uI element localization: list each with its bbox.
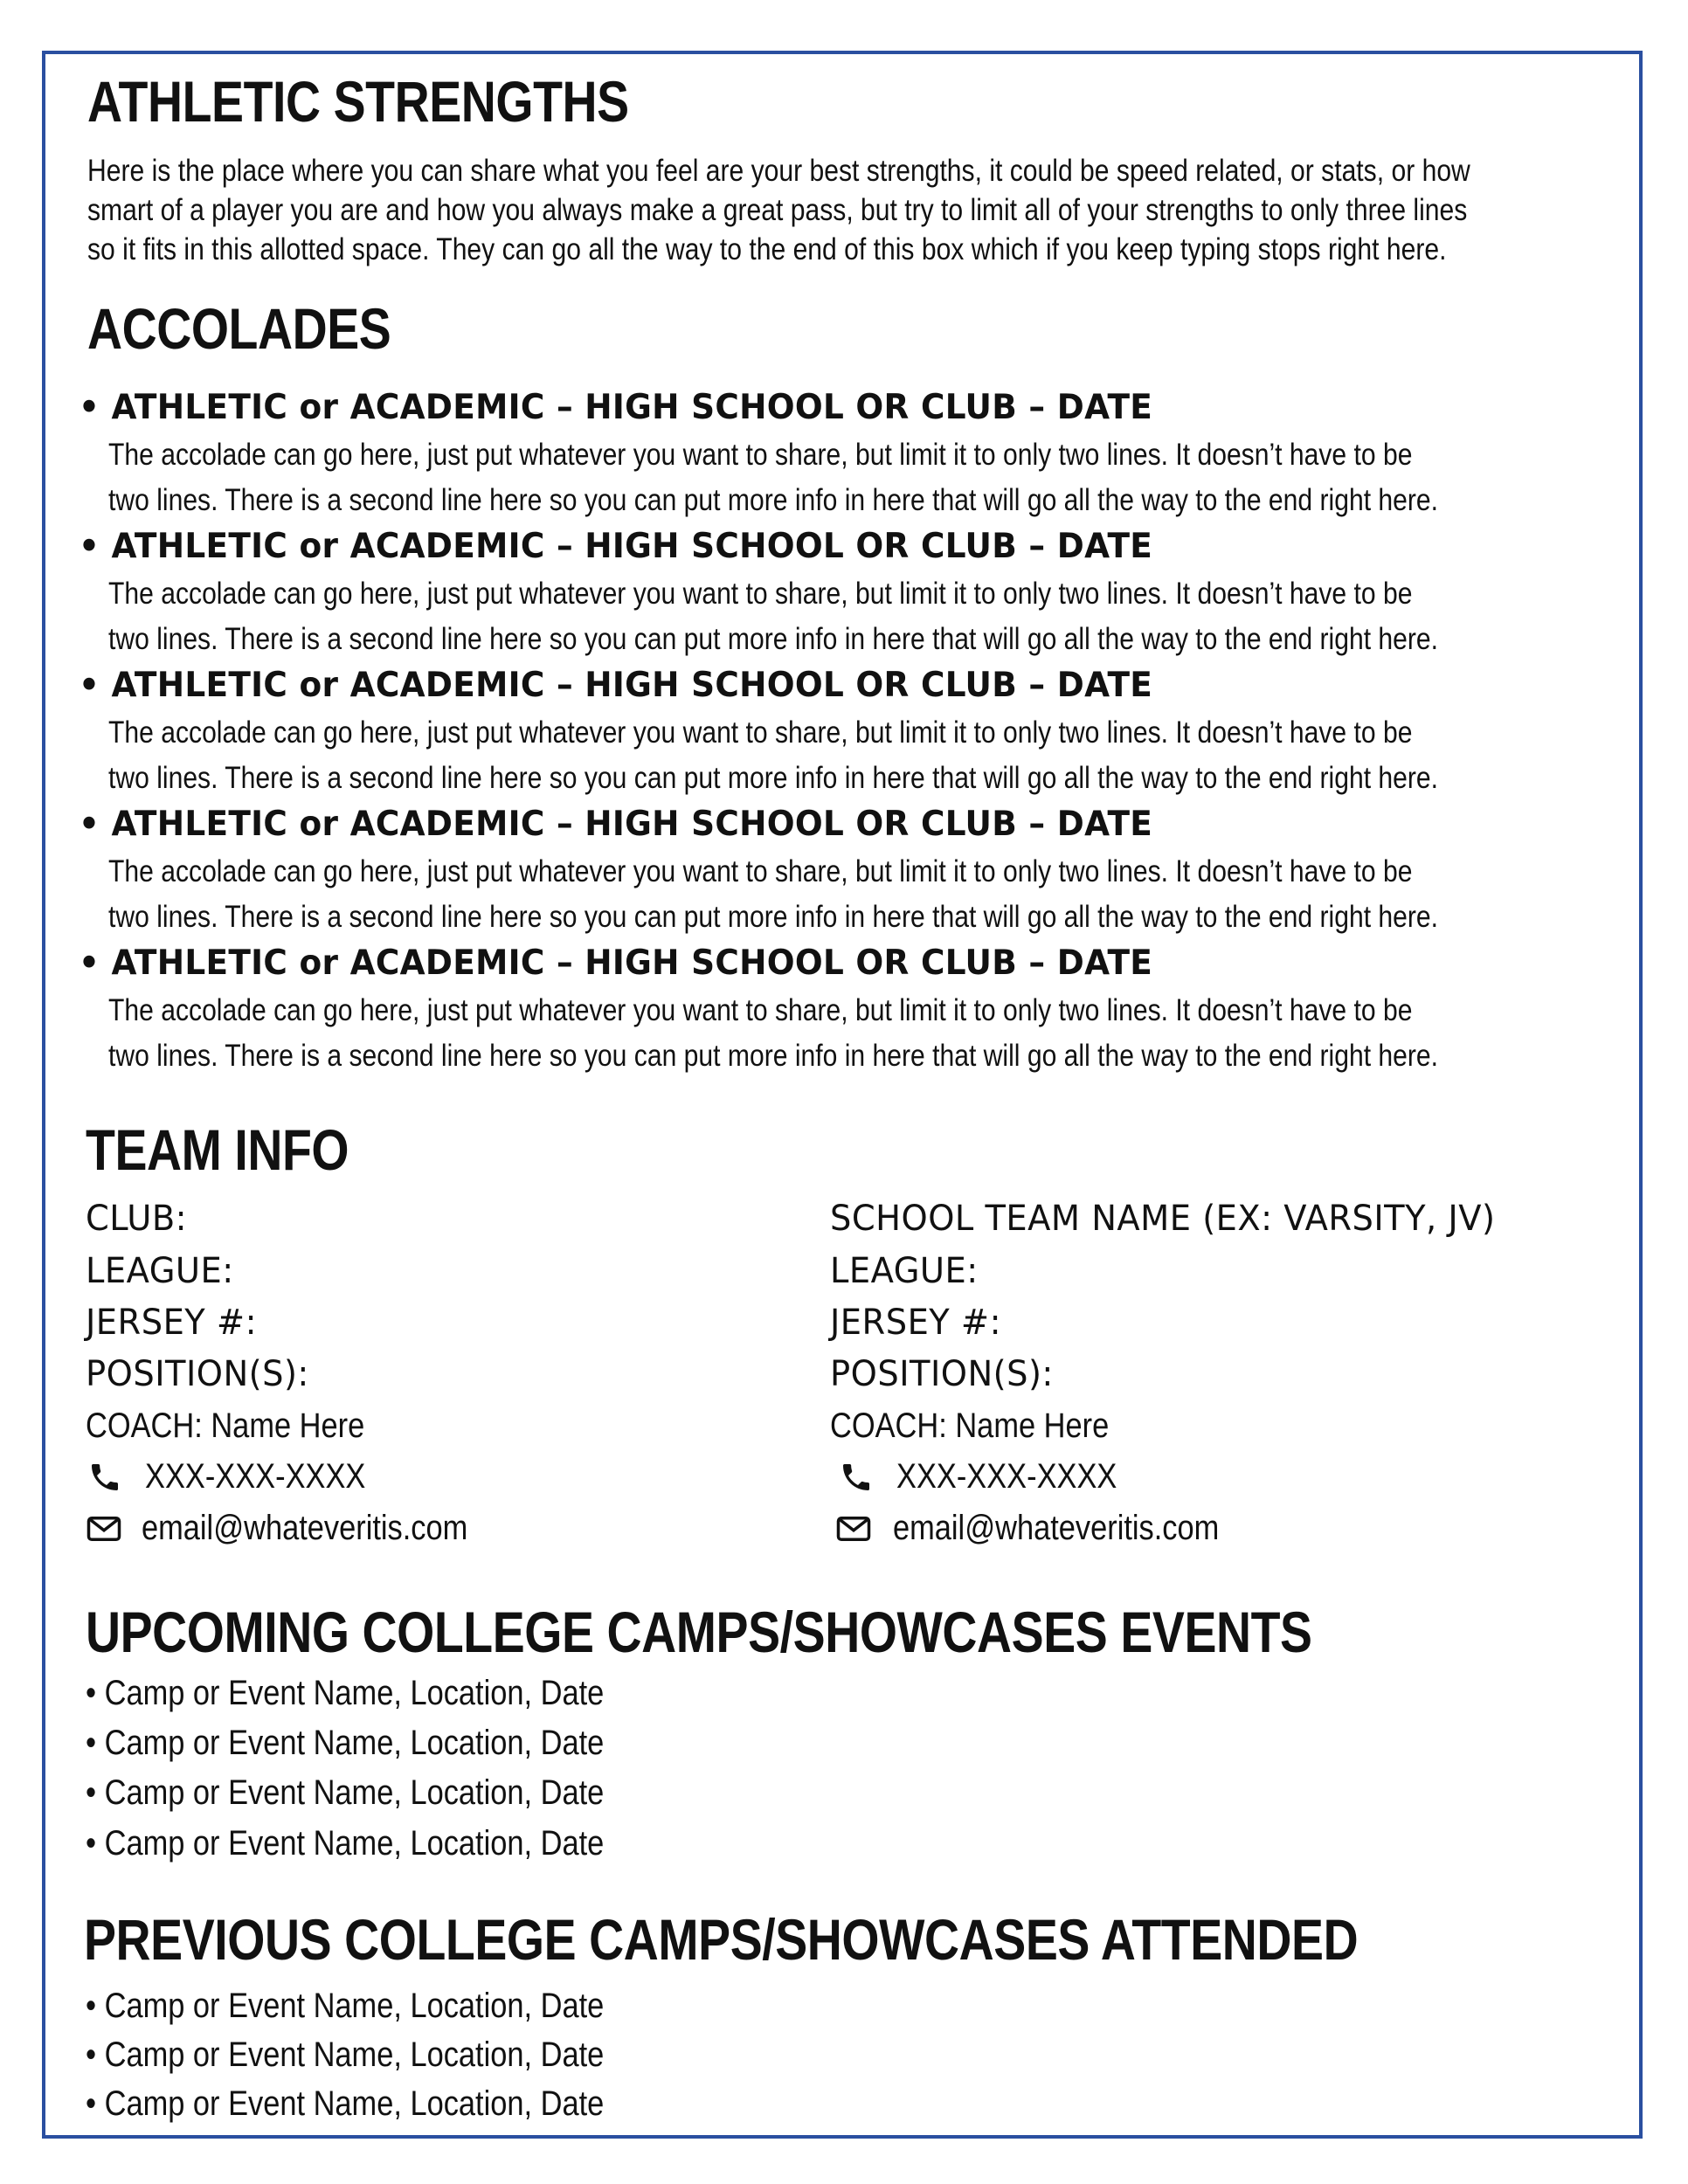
upcoming-item-1: • Camp or Event Name, Location, Date [86,1674,605,1712]
club-jersey-label: JERSEY #: [86,1303,258,1343]
accolade-title-5: • ATHLETIC or ACADEMIC – HIGH SCHOOL OR CLUB – DATE [79,943,1153,983]
upcoming-item-4: • Camp or Event Name, Location, Date [86,1824,605,1863]
previous-heading: PREVIOUS COLLEGE CAMPS/SHOWCASES ATTENDED [84,1907,1359,1972]
accolade-desc-5a: The accolade can go here, just put whatever you want to share, but limit it to only two lines. It doesn’t have to be [108,993,1413,1027]
accolade-desc-4b: two lines. There is a second line here so you can put more info in here that will go all the way to the end right here. [108,900,1439,934]
strengths-line-2: smart of a player you are and how you always make a great pass, but try to limit all of your strengths to only three lines [87,193,1468,227]
accolade-desc-4a: The accolade can go here, just put whatever you want to share, but limit it to only two lines. It doesn’t have to be [108,854,1413,888]
accolade-desc-1b: two lines. There is a second line here so you can put more info in here that will go all the way to the end right here. [108,483,1439,517]
accolade-title-2: • ATHLETIC or ACADEMIC – HIGH SCHOOL OR CLUB – DATE [79,527,1153,566]
school-league-label: LEAGUE: [830,1251,979,1291]
club-coach: COACH: Name Here [86,1406,365,1445]
accolades-heading: ACCOLADES [87,296,391,361]
envelope-icon [86,1511,121,1546]
accolade-title-1: • ATHLETIC or ACADEMIC – HIGH SCHOOL OR CLUB – DATE [79,388,1153,427]
strengths-heading: ATHLETIC STRENGTHS [87,69,629,134]
accolade-desc-3a: The accolade can go here, just put whatever you want to share, but limit it to only two lines. It doesn’t have to be [108,715,1413,750]
school-email: email@whateveritis.com [893,1509,1220,1547]
phone-icon [839,1460,874,1495]
club-label: CLUB: [86,1199,188,1239]
upcoming-heading: UPCOMING COLLEGE CAMPS/SHOWCASES EVENTS [86,1600,1312,1664]
previous-item-1: • Camp or Event Name, Location, Date [86,1987,605,2025]
school-team-label: SCHOOL TEAM NAME (EX: VARSITY, JV) [830,1199,1496,1239]
school-jersey-label: JERSEY #: [830,1303,1002,1343]
club-position-label: POSITION(S): [86,1354,309,1394]
team-info-heading: TEAM INFO [86,1117,349,1182]
accolade-desc-1a: The accolade can go here, just put whatever you want to share, but limit it to only two lines. It doesn’t have to be [108,438,1413,472]
phone-icon [87,1460,122,1495]
club-email: email@whateveritis.com [142,1509,468,1547]
accolade-desc-5b: two lines. There is a second line here so you can put more info in here that will go all the way to the end right here. [108,1039,1439,1073]
envelope-icon [835,1511,870,1546]
accolade-title-3: • ATHLETIC or ACADEMIC – HIGH SCHOOL OR CLUB – DATE [79,666,1153,705]
previous-item-2: • Camp or Event Name, Location, Date [86,2035,605,2074]
upcoming-item-2: • Camp or Event Name, Location, Date [86,1724,605,1762]
strengths-line-3: so it fits in this allotted space. They can go all the way to the end of this box which if you keep typing stops right here. [87,232,1447,266]
upcoming-item-3: • Camp or Event Name, Location, Date [86,1773,605,1812]
school-coach: COACH: Name Here [830,1406,1110,1445]
strengths-line-1: Here is the place where you can share what you feel are your best strengths, it could be speed related, or stats, or how [87,154,1470,188]
school-phone: XXX-XXX-XXXX [896,1457,1117,1496]
accolade-title-4: • ATHLETIC or ACADEMIC – HIGH SCHOOL OR CLUB – DATE [79,805,1153,844]
club-league-label: LEAGUE: [86,1251,234,1291]
club-phone: XXX-XXX-XXXX [145,1457,366,1496]
accolade-desc-2b: two lines. There is a second line here so you can put more info in here that will go all the way to the end right here. [108,622,1439,656]
previous-item-3: • Camp or Event Name, Location, Date [86,2084,605,2123]
accolade-desc-2a: The accolade can go here, just put whatever you want to share, but limit it to only two lines. It doesn’t have to be [108,577,1413,611]
accolade-desc-3b: two lines. There is a second line here so you can put more info in here that will go all the way to the end right here. [108,761,1439,795]
school-position-label: POSITION(S): [830,1354,1054,1394]
